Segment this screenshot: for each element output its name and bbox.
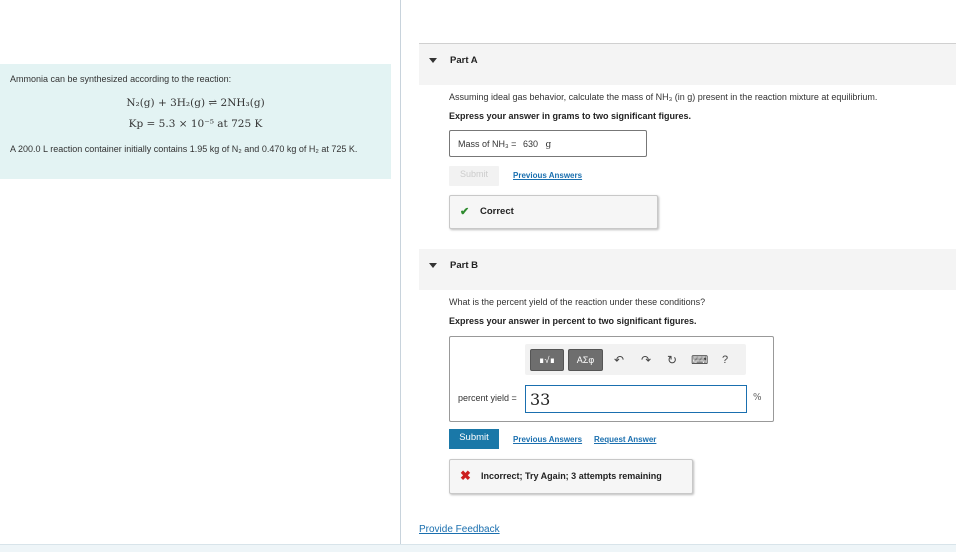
part-b-previous-answers-link[interactable]: Previous Answers <box>513 435 583 444</box>
part-a-feedback-text: Correct <box>480 206 514 217</box>
problem-pane <box>0 0 401 544</box>
mass-answer-value: 630 <box>522 139 538 149</box>
equilibrium-constant: Kp = 5.3 × 10⁻⁵ at 725 K <box>128 118 263 130</box>
part-b-instruction: Express your answer in percent to two significant figures. <box>449 316 697 326</box>
chevron-down-icon <box>429 263 437 268</box>
reset-icon[interactable]: ↻ <box>666 353 678 367</box>
bottom-bar <box>0 544 956 552</box>
check-icon: ✔ <box>460 206 470 218</box>
undo-icon[interactable]: ↶ <box>613 353 625 367</box>
mass-answer-label: Mass of NH₃ = <box>458 139 517 149</box>
part-b-submit-button[interactable]: Submit <box>449 429 499 449</box>
help-icon[interactable]: ? <box>721 354 729 366</box>
part-b-question: What is the percent yield of the reaction under these conditions? <box>449 297 706 307</box>
reaction-equation: N₂(g) + 3H₂(g) ⇌ 2NH₃(g) <box>126 97 265 109</box>
request-answer-link[interactable]: Request Answer <box>594 435 657 444</box>
percent-unit: % <box>753 393 762 403</box>
answer-editor <box>449 336 774 422</box>
part-a-instruction: Express your answer in grams to two significant figures. <box>449 111 692 121</box>
part-b-feedback-text: Incorrect; Try Again; 3 attempts remaining <box>481 471 662 481</box>
problem-condition: A 200.0 L reaction container initially contains 1.95 kg of N₂ and 0.470 kg of H₂ at 725 K. <box>10 144 358 154</box>
part-a-title: Part A <box>450 55 478 66</box>
provide-feedback-link[interactable]: Provide Feedback <box>419 524 500 535</box>
part-a-question: Assuming ideal gas behavior, calculate the mass of NH₃ (in g) present in the reaction mixture at equilibrium. <box>449 92 878 102</box>
mass-answer-field <box>449 130 647 157</box>
part-b-header[interactable] <box>419 249 956 290</box>
part-a-previous-answers-link[interactable]: Previous Answers <box>513 171 583 180</box>
percent-yield-input[interactable]: 33 <box>525 385 747 413</box>
part-b-title: Part B <box>450 260 478 271</box>
close-icon: ✖ <box>460 468 471 483</box>
part-a-feedback <box>449 195 658 229</box>
part-a-header[interactable] <box>419 44 956 85</box>
symbols-button[interactable]: ΑΣφ <box>568 349 603 371</box>
percent-yield-label: percent yield = <box>458 393 517 403</box>
math-toolbar <box>525 344 746 375</box>
part-a-submit-button: Submit <box>449 166 499 186</box>
keyboard-icon[interactable]: ⌨ <box>691 353 709 367</box>
answer-pane <box>419 0 956 544</box>
templates-button[interactable]: ∎√∎ <box>530 349 564 371</box>
problem-statement <box>0 64 391 179</box>
problem-intro: Ammonia can be synthesized according to the reaction: <box>10 74 232 84</box>
mass-answer-unit: g <box>545 140 552 150</box>
chevron-down-icon <box>429 58 437 63</box>
part-b-feedback <box>449 459 693 494</box>
redo-icon[interactable]: ↷ <box>640 353 652 367</box>
